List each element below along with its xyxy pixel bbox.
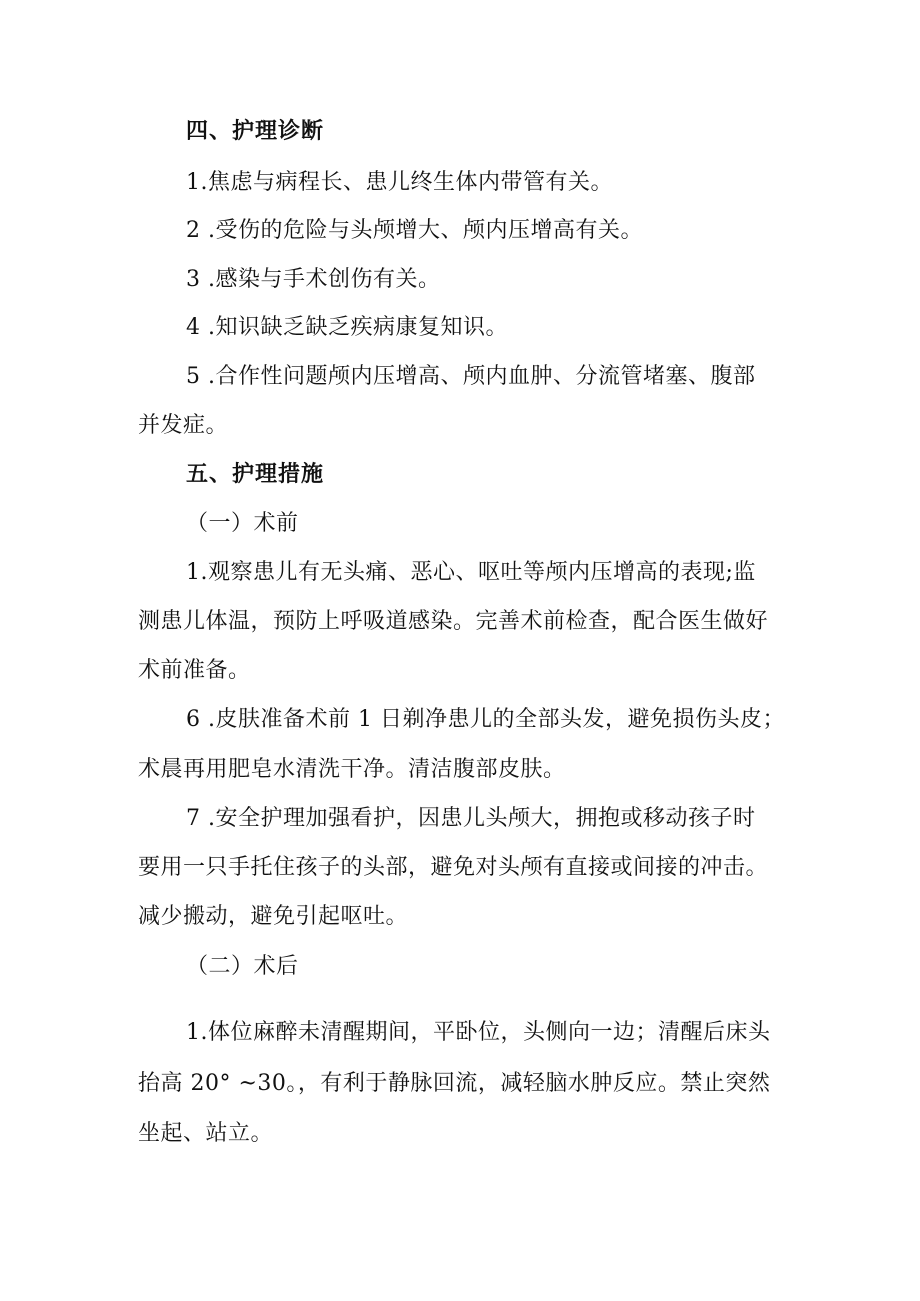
preop-item-6-line-2: 术晨再用肥皂水清洗干净。清洁腹部皮肤。	[138, 757, 566, 782]
preop-item-7-line-2: 要用一只手托住孩子的头部，避免对头颅有直接或间接的冲击。	[138, 855, 769, 880]
preop-item-6-line-1: 6 .皮肤准备术前 1 日剃净患儿的全部头发，避免损伤头皮；	[186, 707, 785, 732]
section-5-heading: 五、护理措施	[186, 462, 325, 487]
diagnosis-item-4: 4 .知识缺乏缺乏疾病康复知识。	[186, 315, 508, 340]
postop-item-1-line-1: 1.体位麻醉未清醒期间，平卧位，头侧向一边；清醒后床头	[186, 1020, 771, 1045]
diagnosis-item-5-line-1: 5 .合作性问题颅内压增高、颅内血肿、分流管堵塞、腹部	[186, 364, 756, 389]
preop-item-1-line-3: 术前准备。	[138, 658, 251, 683]
preop-item-7-line-1: 7 .安全护理加强看护，因患儿头颅大，拥抱或移动孩子时	[186, 806, 756, 831]
diagnosis-item-1: 1.焦虑与病程长、患儿终生体内带管有关。	[186, 170, 613, 195]
diagnosis-item-2: 2 .受伤的危险与头颅增大、颅内压增高有关。	[186, 218, 643, 243]
preop-item-1-line-1: 1.观察患儿有无头痛、恶心、呕吐等颅内压增高的表现;监	[186, 560, 756, 585]
postop-item-1-line-3: 坐起、站立。	[138, 1121, 274, 1146]
postop-item-1-line-2: 抬高 20° ~30。，有利于静脉回流，减轻脑水肿反应。禁止突然	[138, 1071, 771, 1096]
preop-item-1-line-2: 测患儿体温，预防上呼吸道感染。完善术前检查，配合医生做好	[138, 609, 769, 634]
diagnosis-item-3: 3 .感染与手术创伤有关。	[186, 267, 441, 292]
preop-subheading: （一）术前	[186, 511, 299, 536]
preop-item-7-line-3: 减少搬动，避免引起呕吐。	[138, 904, 409, 929]
postop-subheading: （二）术后	[186, 954, 299, 979]
diagnosis-item-5-line-2: 并发症。	[138, 413, 229, 438]
section-4-heading: 四、护理诊断	[186, 119, 325, 144]
